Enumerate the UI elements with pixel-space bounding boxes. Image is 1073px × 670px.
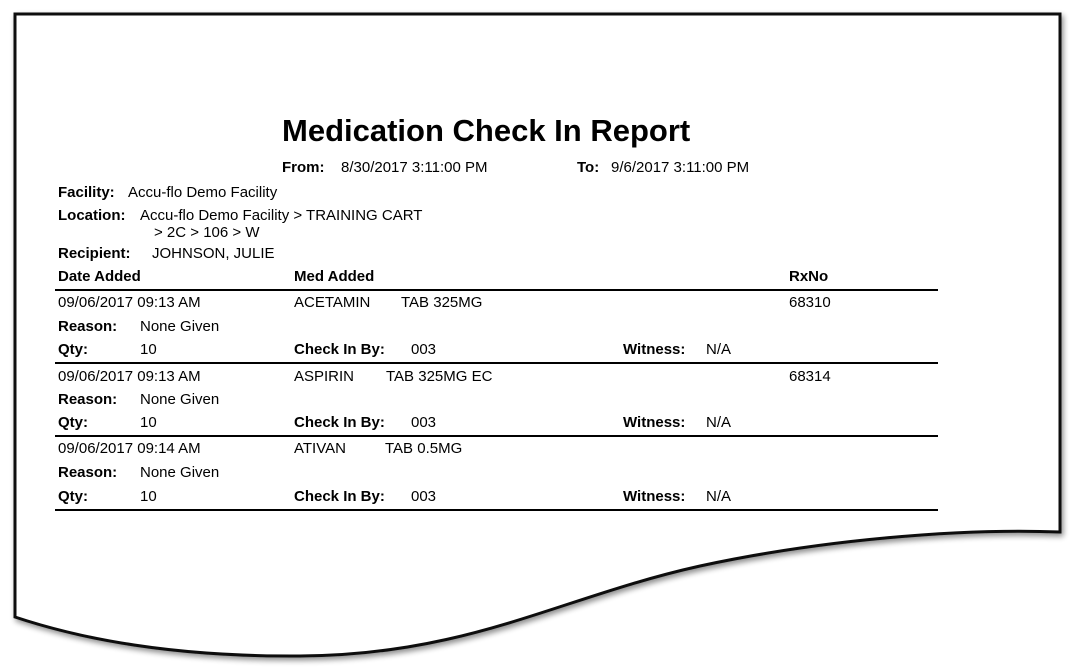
witness-label: Witness: (623, 341, 686, 358)
row-med: ASPIRIN (294, 368, 355, 385)
witness-label: Witness: (623, 488, 686, 505)
witness-label: Witness: (623, 414, 686, 431)
check-in-by-label: Check In By: (294, 341, 385, 358)
row-reason: None Given (140, 318, 220, 335)
qty-label: Qty: (58, 414, 88, 431)
location-value-line2: > 2C > 106 > W (154, 224, 260, 241)
column-header-date-added: Date Added (58, 268, 141, 285)
row-qty: 10 (140, 488, 157, 505)
recipient-value: JOHNSON, JULIE (152, 245, 275, 262)
from-label: From: (282, 159, 325, 176)
row-strength: TAB 325MG EC (386, 368, 493, 385)
check-in-by-label: Check In By: (294, 488, 385, 505)
facility-value: Accu-flo Demo Facility (128, 184, 278, 201)
row-reason: None Given (140, 391, 220, 408)
facility-label: Facility: (58, 184, 115, 201)
row-qty: 10 (140, 341, 157, 358)
row-witness: N/A (706, 488, 732, 505)
row-witness: N/A (706, 341, 732, 358)
reason-label: Reason: (58, 391, 118, 408)
recipient-label: Recipient: (58, 245, 131, 262)
qty-label: Qty: (58, 488, 88, 505)
row-rxno: 68314 (789, 368, 831, 385)
row-divider (55, 435, 938, 437)
row-divider (55, 362, 938, 364)
row-check-in-by: 003 (411, 341, 437, 358)
to-label: To: (577, 159, 600, 176)
row-check-in-by: 003 (411, 414, 437, 431)
row-check-in-by: 003 (411, 488, 437, 505)
location-label: Location: (58, 207, 126, 224)
row-witness: N/A (706, 414, 732, 431)
qty-label: Qty: (58, 341, 88, 358)
header-divider (55, 289, 938, 291)
row-qty: 10 (140, 414, 157, 431)
reason-label: Reason: (58, 318, 118, 335)
row-date: 09/06/2017 09:13 AM (58, 368, 201, 385)
row-rxno: 68310 (789, 294, 831, 311)
reason-label: Reason: (58, 464, 118, 481)
row-med: ATIVAN (294, 440, 346, 457)
location-value-line1: Accu-flo Demo Facility > TRAINING CART (140, 207, 423, 224)
row-med: ACETAMIN (294, 294, 371, 311)
row-strength: TAB 325MG (401, 294, 483, 311)
column-header-rxno: RxNo (789, 268, 829, 285)
row-date: 09/06/2017 09:13 AM (58, 294, 201, 311)
from-value: 8/30/2017 3:11:00 PM (341, 159, 488, 176)
table-bottom-divider (55, 509, 938, 511)
column-header-med-added: Med Added (294, 268, 375, 285)
to-value: 9/6/2017 3:11:00 PM (611, 159, 750, 176)
row-strength: TAB 0.5MG (385, 440, 463, 457)
check-in-by-label: Check In By: (294, 414, 385, 431)
report-title: Medication Check In Report (282, 113, 691, 148)
row-reason: None Given (140, 464, 220, 481)
row-date: 09/06/2017 09:14 AM (58, 440, 201, 457)
